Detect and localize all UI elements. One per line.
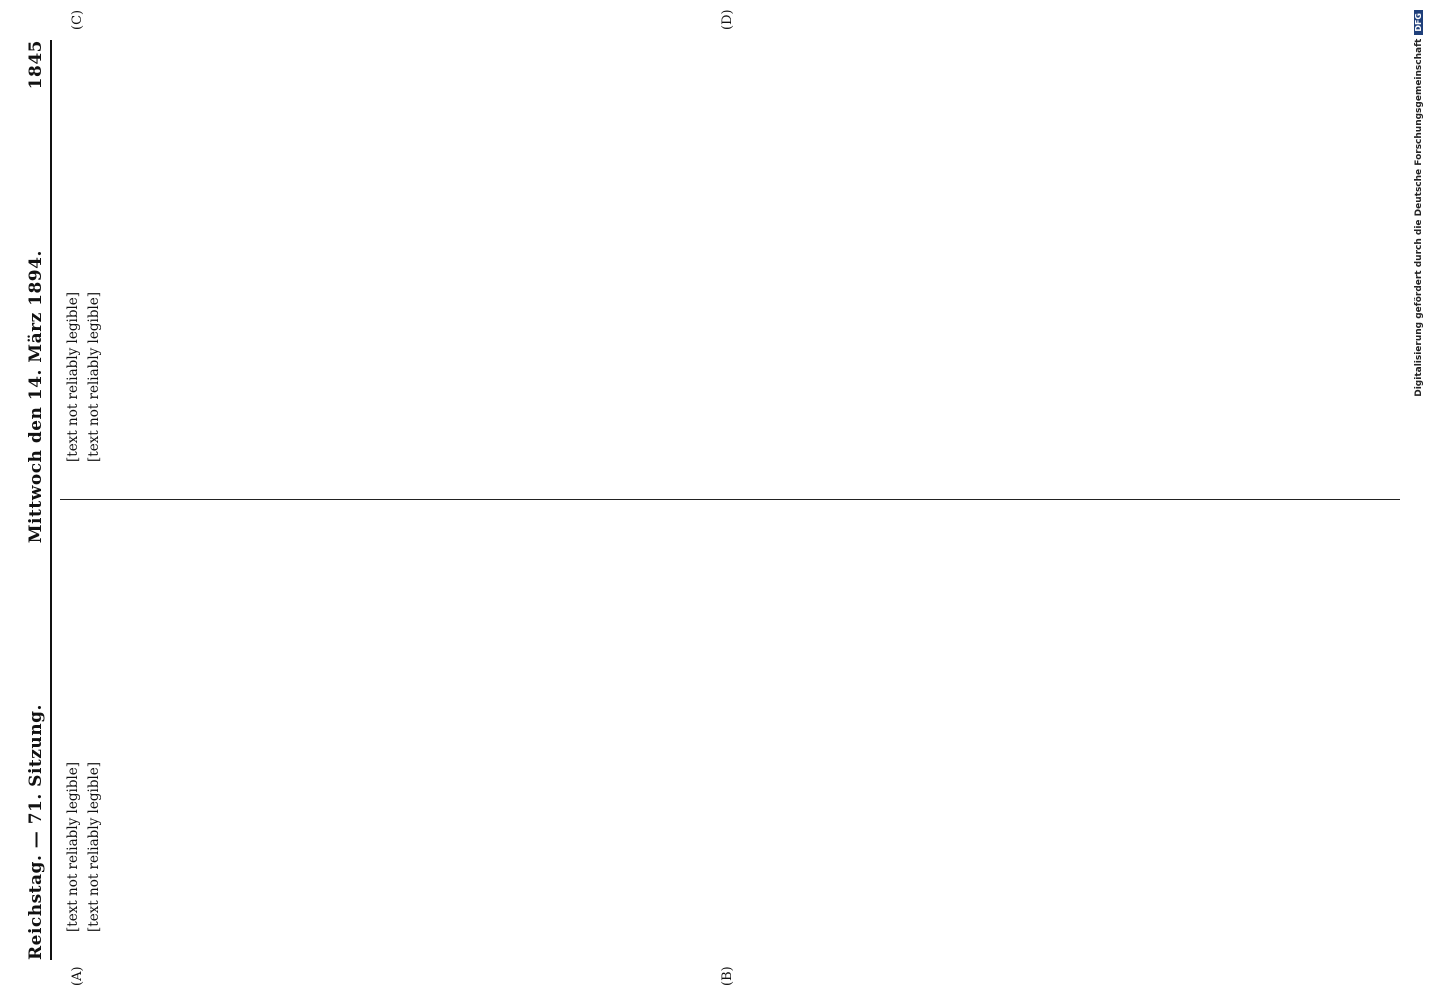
paragraph: [text not reliably legible] xyxy=(65,761,81,932)
margin-marker-d: (D) xyxy=(720,9,735,30)
column-divider xyxy=(60,499,1400,500)
dfg-logo: DFG xyxy=(1414,10,1423,35)
header-rule xyxy=(50,40,52,960)
margin-marker-b: (B) xyxy=(720,966,735,986)
page-number: 1845 xyxy=(26,40,46,90)
text-column-right xyxy=(64,50,1394,480)
text-column-left xyxy=(64,520,1394,950)
credit-text: Digitalisierung gefördert durch die Deutsche Forschungsgemeinschaft xyxy=(1414,38,1424,397)
margin-marker-a: (A) xyxy=(70,966,85,986)
paragraph: [text not reliably legible] xyxy=(86,291,102,462)
margin-marker-c: (C) xyxy=(70,9,85,30)
page-header xyxy=(16,40,46,960)
header-date: Mittwoch den 14. März 1894. xyxy=(26,250,46,544)
digitization-credit xyxy=(1414,0,1430,1000)
paragraph: [text not reliably legible] xyxy=(86,761,102,932)
paragraph: [text not reliably legible] xyxy=(65,291,81,462)
header-left: Reichstag. — 71. Sitzung. xyxy=(26,704,46,960)
